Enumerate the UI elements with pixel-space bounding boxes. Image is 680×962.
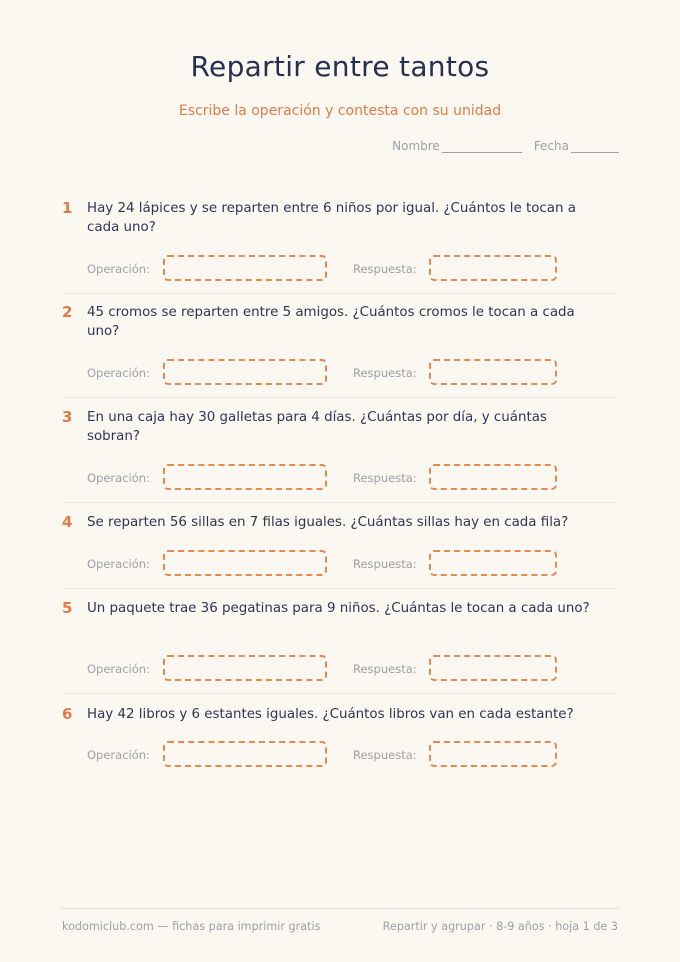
separator (62, 588, 618, 589)
answer-row (87, 550, 567, 578)
answer-label: Respuesta: (353, 662, 417, 676)
footer-site: kodomiclub.com — fichas para imprimir gratis (62, 920, 321, 933)
answer-row (87, 741, 567, 769)
problem-text: Un paquete trae 36 pegatinas para 9 niños. ¿Cuántas le tocan a cada uno? (87, 601, 590, 616)
name-date-fields (392, 139, 619, 153)
operation-label: Operación: (87, 262, 150, 276)
footer-info: Repartir y agrupar · 8-9 años · hoja 1 de 3 (382, 920, 618, 933)
problem-number: 5 (62, 599, 73, 617)
answer-box[interactable] (429, 741, 557, 767)
operation-label: Operación: (87, 366, 150, 380)
answer-row (87, 255, 567, 283)
answer-box[interactable] (429, 255, 557, 281)
page-title: Repartir entre tantos (190, 50, 490, 83)
operation-box[interactable] (163, 255, 327, 281)
problem-number: 3 (62, 408, 73, 426)
separator (62, 397, 618, 398)
answer-row (87, 464, 567, 492)
problem-text: Se reparten 56 sillas en 7 filas iguales. ¿Cuántas sillas hay en cada fila? (87, 515, 569, 530)
problem-number: 4 (62, 513, 73, 531)
problem-text: En una caja hay 30 galletas para 4 días. ¿Cuántas por día, y cuántas sobran? (87, 410, 547, 444)
operation-box[interactable] (163, 741, 327, 767)
answer-box[interactable] (429, 655, 557, 681)
operation-box[interactable] (163, 655, 327, 681)
operation-label: Operación: (87, 557, 150, 571)
problem-text: Hay 24 lápices y se reparten entre 6 niños por igual. ¿Cuántos le tocan a cada uno? (87, 201, 576, 235)
separator (62, 693, 618, 694)
answer-label: Respuesta: (353, 471, 417, 485)
answer-label: Respuesta: (353, 366, 417, 380)
answer-label: Respuesta: (353, 557, 417, 571)
problem-text: 45 cromos se reparten entre 5 amigos. ¿Cuántos cromos le tocan a cada uno? (87, 305, 575, 339)
problem-number: 1 (62, 199, 73, 217)
problem-text: Hay 42 libros y 6 estantes iguales. ¿Cuántos libros van en cada estante? (87, 707, 574, 722)
separator (62, 502, 618, 503)
answer-label: Respuesta: (353, 262, 417, 276)
operation-label: Operación: (87, 662, 150, 676)
operation-label: Operación: (87, 748, 150, 762)
name-label: Nombre (392, 139, 440, 153)
answer-label: Respuesta: (353, 748, 417, 762)
answer-row (87, 359, 567, 387)
separator (62, 293, 618, 294)
problem-number: 6 (62, 705, 73, 723)
answer-box[interactable] (429, 464, 557, 490)
date-label: Fecha (533, 139, 569, 153)
operation-box[interactable] (163, 464, 327, 490)
name-line[interactable] (442, 140, 522, 153)
date-line[interactable] (571, 140, 619, 153)
answer-row (87, 655, 567, 683)
problem-number: 2 (62, 303, 73, 321)
answer-box[interactable] (429, 550, 557, 576)
operation-label: Operación: (87, 471, 150, 485)
footer-divider (62, 908, 618, 909)
operation-box[interactable] (163, 359, 327, 385)
answer-box[interactable] (429, 359, 557, 385)
operation-box[interactable] (163, 550, 327, 576)
page-subtitle: Escribe la operación y contesta con su unidad (178, 103, 502, 119)
